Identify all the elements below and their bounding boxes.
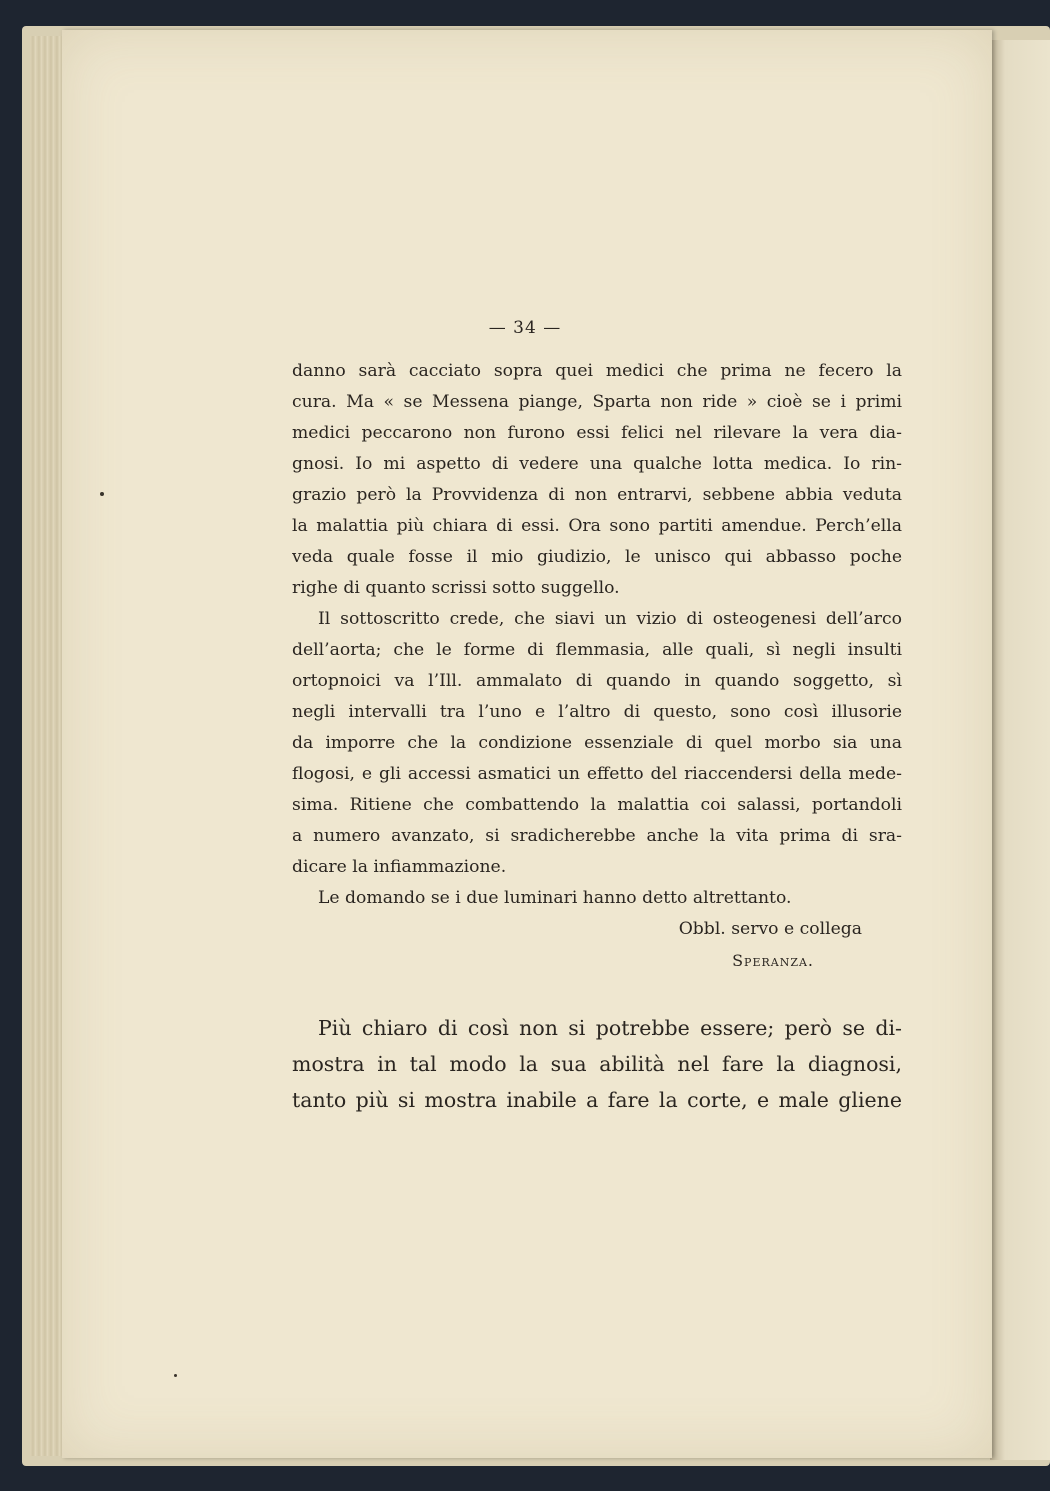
- letter-body: [292, 356, 902, 976]
- note-line: a numero avanzato, si sradicherebbe anche la vita prima di sra-: [292, 826, 902, 846]
- note-line: Il sottoscritto crede, che siavi un vizio di osteogenesi dell’arco: [318, 609, 902, 629]
- paper-speck: [100, 492, 104, 496]
- letter-line: la malattia più chiara di essi. Ora sono partiti amendue. Perch’ella: [292, 516, 902, 536]
- letter-line: danno sarà cacciato sopra quei medici che prima ne fecero la: [292, 361, 902, 381]
- letter-line: medici peccarono non furono essi felici nel rilevare la vera dia-: [292, 423, 902, 443]
- letter-line: veda quale fosse il mio giudizio, le unisco qui abbasso poche: [292, 547, 902, 567]
- note-line: sima. Ritiene che combattendo la malattia coi salassi, portandoli: [292, 795, 902, 815]
- letter-line: grazio però la Provvidenza di non entrarvi, sebbene abbia veduta: [292, 485, 902, 505]
- letter-line: righe di quanto scrissi sotto suggello.: [292, 578, 620, 598]
- note-line: flogosi, e gli accessi asmatici un effetto del riaccendersi della mede-: [292, 764, 902, 784]
- main-line: mostra in tal modo la sua abilità nel fare la diagnosi,: [292, 1052, 902, 1076]
- note-line: negli intervalli tra l’uno e l’altro di questo, sono così illusorie: [292, 702, 902, 722]
- closing-question: Le domando se i due luminari hanno detto altrettanto.: [318, 888, 792, 908]
- paper-speck: [174, 1374, 177, 1377]
- letter-line: gnosi. Io mi aspetto di vedere una qualche lotta medica. Io rin-: [292, 454, 902, 474]
- page-sheet: [62, 30, 992, 1458]
- main-line: Più chiaro di così non si potrebbe essere; però se di-: [318, 1016, 902, 1040]
- letter-line: cura. Ma « se Messena piange, Sparta non ride » cioè se i primi: [292, 392, 902, 412]
- adjacent-page-edge: [990, 40, 1050, 1460]
- signature: Speranza.: [732, 951, 814, 970]
- page-number: — 34 —: [488, 318, 562, 338]
- note-line: da imporre che la condizione essenziale di quel morbo sia una: [292, 733, 902, 753]
- note-line: dell’aorta; che le forme di flemmasia, alle quali, sì negli insulti: [292, 640, 902, 660]
- main-line: tanto più si mostra inabile a fare la corte, e male gliene: [292, 1088, 902, 1112]
- note-line: dicare la infiammazione.: [292, 857, 507, 877]
- signoff: Obbl. servo e collega: [678, 919, 862, 939]
- note-line: ortopnoici va l’Ill. ammalato di quando in quando soggetto, sì: [292, 671, 902, 691]
- main-body: [292, 1010, 902, 1118]
